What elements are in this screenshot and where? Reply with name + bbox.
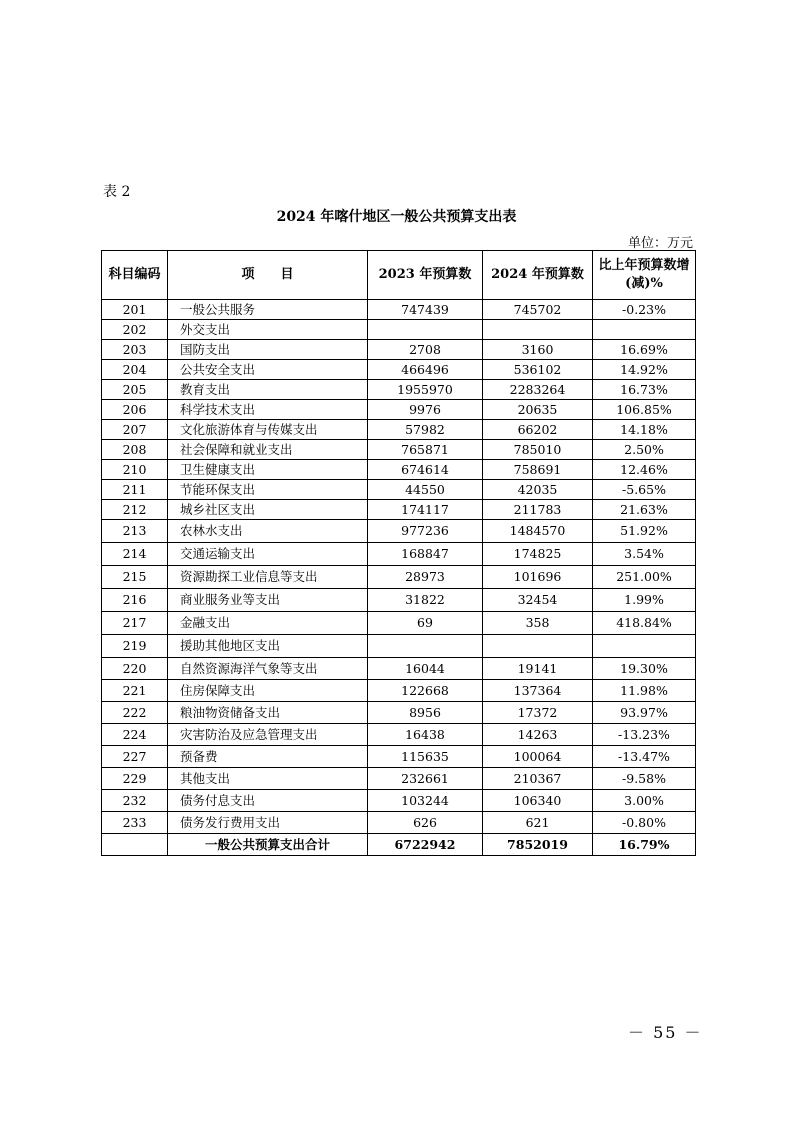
cell-item: 卫生健康支出 bbox=[168, 460, 368, 480]
cell-code: 208 bbox=[102, 440, 168, 460]
cell-item: 债务发行费用支出 bbox=[168, 812, 368, 834]
table-row bbox=[102, 790, 696, 812]
cell-code: 224 bbox=[102, 724, 168, 746]
table-row bbox=[102, 724, 696, 746]
total-2024: 7852019 bbox=[483, 834, 593, 856]
cell-change: 418.84% bbox=[593, 612, 696, 635]
cell-2023: 122668 bbox=[368, 680, 483, 702]
cell-change: 106.85% bbox=[593, 400, 696, 420]
cell-change: 251.00% bbox=[593, 566, 696, 589]
cell-code: 203 bbox=[102, 340, 168, 360]
cell-2024: 621 bbox=[483, 812, 593, 834]
cell-code: 214 bbox=[102, 543, 168, 566]
cell-change: -13.23% bbox=[593, 724, 696, 746]
cell-item: 金融支出 bbox=[168, 612, 368, 635]
cell-2023: 466496 bbox=[368, 360, 483, 380]
total-code-empty bbox=[102, 834, 168, 856]
cell-2023: 9976 bbox=[368, 400, 483, 420]
total-2023: 6722942 bbox=[368, 834, 483, 856]
cell-2023: 626 bbox=[368, 812, 483, 834]
cell-item: 农林水支出 bbox=[168, 520, 368, 543]
cell-item: 科学技术支出 bbox=[168, 400, 368, 420]
cell-change: 16.73% bbox=[593, 380, 696, 400]
cell-item: 资源勘探工业信息等支出 bbox=[168, 566, 368, 589]
cell-item: 预备费 bbox=[168, 746, 368, 768]
cell-2024: 20635 bbox=[483, 400, 593, 420]
cell-code: 206 bbox=[102, 400, 168, 420]
cell-2024: 785010 bbox=[483, 440, 593, 460]
cell-change: -13.47% bbox=[593, 746, 696, 768]
cell-item: 其他支出 bbox=[168, 768, 368, 790]
page-number: － 55 － bbox=[628, 1023, 703, 1042]
cell-change: 14.92% bbox=[593, 360, 696, 380]
cell-change: 12.46% bbox=[593, 460, 696, 480]
cell-code: 211 bbox=[102, 480, 168, 500]
cell-item: 援助其他地区支出 bbox=[168, 635, 368, 658]
table-row bbox=[102, 320, 696, 340]
budget-table bbox=[101, 250, 696, 856]
cell-change: 51.92% bbox=[593, 520, 696, 543]
table-row bbox=[102, 635, 696, 658]
cell-item: 教育支出 bbox=[168, 380, 368, 400]
cell-change: -5.65% bbox=[593, 480, 696, 500]
cell-code: 212 bbox=[102, 500, 168, 520]
cell-2023: 16438 bbox=[368, 724, 483, 746]
cell-2023: 44550 bbox=[368, 480, 483, 500]
cell-code: 233 bbox=[102, 812, 168, 834]
cell-2024: 106340 bbox=[483, 790, 593, 812]
cell-2023: 168847 bbox=[368, 543, 483, 566]
cell-code: 220 bbox=[102, 658, 168, 680]
cell-item: 债务付息支出 bbox=[168, 790, 368, 812]
total-label: 一般公共预算支出合计 bbox=[168, 834, 368, 856]
cell-code: 201 bbox=[102, 300, 168, 320]
cell-item: 节能环保支出 bbox=[168, 480, 368, 500]
cell-item: 灾害防治及应急管理支出 bbox=[168, 724, 368, 746]
cell-2024: 758691 bbox=[483, 460, 593, 480]
cell-2023: 2708 bbox=[368, 340, 483, 360]
cell-item: 住房保障支出 bbox=[168, 680, 368, 702]
cell-2024: 2283264 bbox=[483, 380, 593, 400]
cell-code: 222 bbox=[102, 702, 168, 724]
cell-change: -0.23% bbox=[593, 300, 696, 320]
table-row bbox=[102, 566, 696, 589]
cell-2024: 137364 bbox=[483, 680, 593, 702]
cell-change bbox=[593, 320, 696, 340]
cell-2023: 28973 bbox=[368, 566, 483, 589]
cell-item: 交通运输支出 bbox=[168, 543, 368, 566]
cell-change: 2.50% bbox=[593, 440, 696, 460]
table-row bbox=[102, 400, 696, 420]
cell-2024: 42035 bbox=[483, 480, 593, 500]
cell-2024: 17372 bbox=[483, 702, 593, 724]
cell-2024: 66202 bbox=[483, 420, 593, 440]
cell-code: 204 bbox=[102, 360, 168, 380]
table-row bbox=[102, 589, 696, 612]
table-row bbox=[102, 543, 696, 566]
cell-2023: 31822 bbox=[368, 589, 483, 612]
cell-2023: 747439 bbox=[368, 300, 483, 320]
cell-2024: 101696 bbox=[483, 566, 593, 589]
cell-code: 229 bbox=[102, 768, 168, 790]
cell-2023: 1955970 bbox=[368, 380, 483, 400]
cell-2023: 103244 bbox=[368, 790, 483, 812]
cell-item: 社会保障和就业支出 bbox=[168, 440, 368, 460]
table-row bbox=[102, 746, 696, 768]
cell-2024: 19141 bbox=[483, 658, 593, 680]
cell-2024 bbox=[483, 635, 593, 658]
cell-2024: 100064 bbox=[483, 746, 593, 768]
cell-2024: 211783 bbox=[483, 500, 593, 520]
cell-2023: 115635 bbox=[368, 746, 483, 768]
cell-change: -0.80% bbox=[593, 812, 696, 834]
page-title: 2024 年喀什地区一般公共预算支出表 bbox=[276, 209, 517, 225]
table-row bbox=[102, 812, 696, 834]
table-row bbox=[102, 480, 696, 500]
cell-change: 93.97% bbox=[593, 702, 696, 724]
cell-change: 21.63% bbox=[593, 500, 696, 520]
cell-2024: 358 bbox=[483, 612, 593, 635]
cell-code: 227 bbox=[102, 746, 168, 768]
cell-2024: 174825 bbox=[483, 543, 593, 566]
cell-change: 3.00% bbox=[593, 790, 696, 812]
cell-item: 公共安全支出 bbox=[168, 360, 368, 380]
table-row bbox=[102, 768, 696, 790]
header-code: 科目编码 bbox=[102, 251, 168, 300]
cell-item: 国防支出 bbox=[168, 340, 368, 360]
cell-item: 自然资源海洋气象等支出 bbox=[168, 658, 368, 680]
cell-item: 粮油物资储备支出 bbox=[168, 702, 368, 724]
total-change: 16.79% bbox=[593, 834, 696, 856]
table-row bbox=[102, 520, 696, 543]
cell-change: -9.58% bbox=[593, 768, 696, 790]
cell-code: 232 bbox=[102, 790, 168, 812]
table-row bbox=[102, 680, 696, 702]
cell-code: 217 bbox=[102, 612, 168, 635]
cell-2023: 977236 bbox=[368, 520, 483, 543]
cell-2024: 3160 bbox=[483, 340, 593, 360]
cell-2023: 8956 bbox=[368, 702, 483, 724]
cell-2023 bbox=[368, 635, 483, 658]
cell-change bbox=[593, 635, 696, 658]
cell-code: 202 bbox=[102, 320, 168, 340]
cell-item: 外交支出 bbox=[168, 320, 368, 340]
table-row bbox=[102, 460, 696, 480]
table-row bbox=[102, 380, 696, 400]
cell-code: 205 bbox=[102, 380, 168, 400]
cell-code: 221 bbox=[102, 680, 168, 702]
table-body bbox=[102, 300, 696, 856]
table-row bbox=[102, 340, 696, 360]
table-header-row bbox=[102, 251, 696, 300]
cell-2023: 69 bbox=[368, 612, 483, 635]
cell-code: 213 bbox=[102, 520, 168, 543]
cell-2023 bbox=[368, 320, 483, 340]
cell-code: 219 bbox=[102, 635, 168, 658]
cell-2024: 745702 bbox=[483, 300, 593, 320]
cell-code: 216 bbox=[102, 589, 168, 612]
header-2024: 2024 年预算数 bbox=[483, 251, 593, 300]
cell-2024: 536102 bbox=[483, 360, 593, 380]
table-row bbox=[102, 300, 696, 320]
table-row bbox=[102, 420, 696, 440]
cell-2024 bbox=[483, 320, 593, 340]
cell-2023: 16044 bbox=[368, 658, 483, 680]
table-row bbox=[102, 702, 696, 724]
cell-2023: 57982 bbox=[368, 420, 483, 440]
cell-2024: 210367 bbox=[483, 768, 593, 790]
cell-code: 215 bbox=[102, 566, 168, 589]
cell-change: 19.30% bbox=[593, 658, 696, 680]
cell-change: 3.54% bbox=[593, 543, 696, 566]
total-row bbox=[102, 834, 696, 856]
cell-change: 16.69% bbox=[593, 340, 696, 360]
table-row bbox=[102, 612, 696, 635]
table-label: 表 2 bbox=[103, 184, 131, 200]
table-row bbox=[102, 500, 696, 520]
cell-code: 210 bbox=[102, 460, 168, 480]
cell-item: 一般公共服务 bbox=[168, 300, 368, 320]
cell-2024: 14263 bbox=[483, 724, 593, 746]
cell-2023: 174117 bbox=[368, 500, 483, 520]
cell-item: 城乡社区支出 bbox=[168, 500, 368, 520]
cell-change: 14.18% bbox=[593, 420, 696, 440]
cell-change: 11.98% bbox=[593, 680, 696, 702]
table-row bbox=[102, 658, 696, 680]
table-row bbox=[102, 440, 696, 460]
cell-2023: 232661 bbox=[368, 768, 483, 790]
cell-item: 文化旅游体育与传媒支出 bbox=[168, 420, 368, 440]
header-2023: 2023 年预算数 bbox=[368, 251, 483, 300]
cell-code: 207 bbox=[102, 420, 168, 440]
cell-2023: 674614 bbox=[368, 460, 483, 480]
header-item: 项 目 bbox=[168, 251, 368, 300]
cell-2024: 1484570 bbox=[483, 520, 593, 543]
unit-note: 单位：万元 bbox=[627, 236, 693, 251]
table-row bbox=[102, 360, 696, 380]
cell-2023: 765871 bbox=[368, 440, 483, 460]
cell-change: 1.99% bbox=[593, 589, 696, 612]
cell-2024: 32454 bbox=[483, 589, 593, 612]
cell-item: 商业服务业等支出 bbox=[168, 589, 368, 612]
header-change: 比上年预算数增(减)% bbox=[593, 251, 696, 300]
